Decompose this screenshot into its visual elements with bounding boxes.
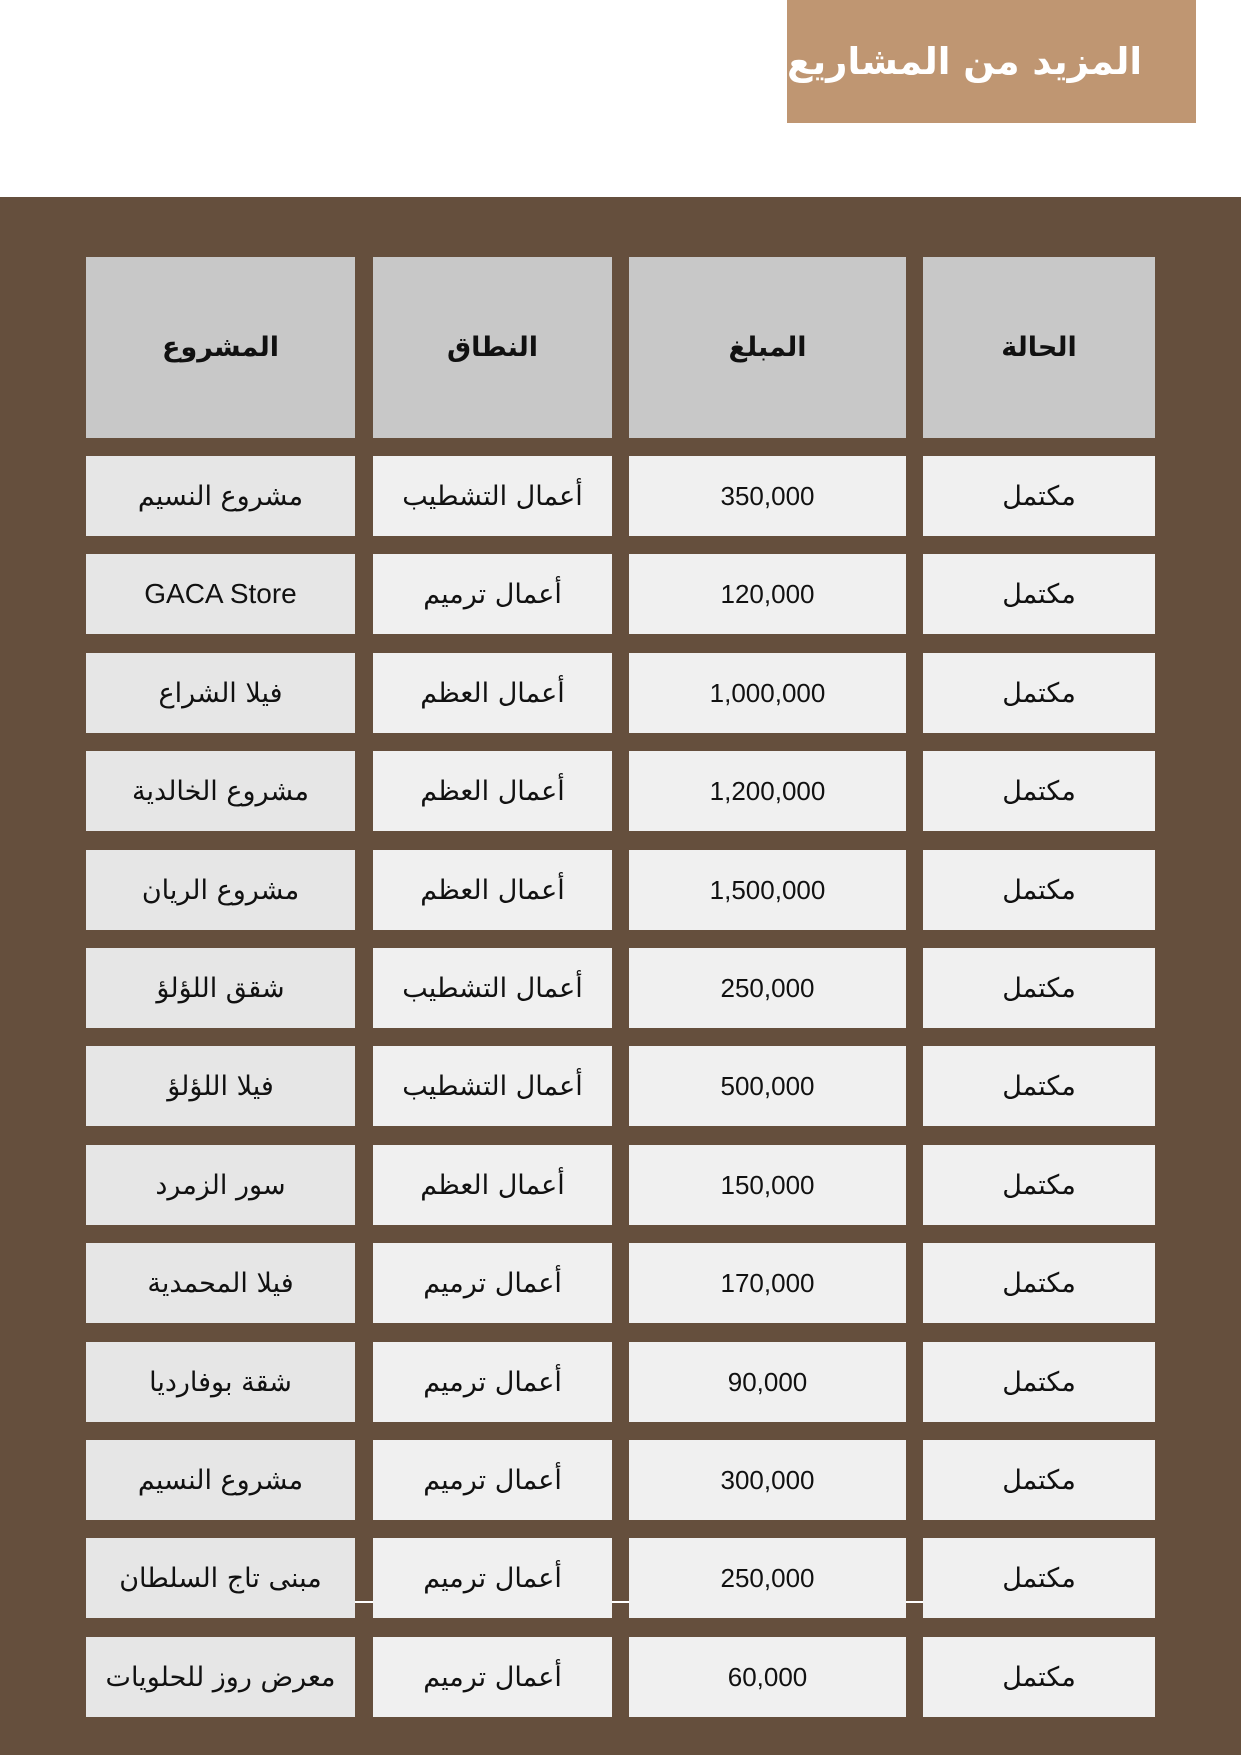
cell-scope: أعمال ترميم [373,1440,612,1520]
cell-project: شقة بوفارديا [86,1342,355,1422]
cell-scope: أعمال التشطيب [373,1046,612,1126]
cell-status: مكتمل [923,1046,1155,1126]
cell-scope: أعمال العظم [373,653,612,733]
cell-project: مبنى تاج السلطان [86,1538,355,1618]
cell-status: مكتمل [923,456,1155,536]
cell-status: مكتمل [923,751,1155,831]
cell-project: مشروع الريان [86,850,355,930]
cell-status: مكتمل [923,1243,1155,1323]
cell-scope: أعمال ترميم [373,1342,612,1422]
cell-amount: 1,500,000 [629,850,906,930]
cell-project: شقق اللؤلؤ [86,948,355,1028]
cell-status: مكتمل [923,948,1155,1028]
cell-scope: أعمال التشطيب [373,948,612,1028]
cell-status: مكتمل [923,1637,1155,1717]
cell-project: فيلا اللؤلؤ [86,1046,355,1126]
cell-project: مشروع النسيم [86,456,355,536]
cell-status: مكتمل [923,554,1155,634]
header-project: المشروع [86,257,355,438]
header-status: الحالة [923,257,1155,438]
cell-project: معرض روز للحلويات [86,1637,355,1717]
cell-amount: 120,000 [629,554,906,634]
cell-status: مكتمل [923,1440,1155,1520]
cell-scope: أعمال ترميم [373,1243,612,1323]
section-title-box [787,0,1196,123]
cell-project: GACA Store [86,554,355,634]
cell-scope: أعمال ترميم [373,1637,612,1717]
divider-line [906,1601,923,1603]
header-amount: المبلغ [629,257,906,438]
cell-scope: أعمال ترميم [373,1538,612,1618]
cell-scope: أعمال العظم [373,751,612,831]
cell-amount: 60,000 [629,1637,906,1717]
cell-status: مكتمل [923,653,1155,733]
cell-amount: 500,000 [629,1046,906,1126]
divider-line [612,1601,629,1603]
cell-project: سور الزمرد [86,1145,355,1225]
cell-amount: 1,000,000 [629,653,906,733]
cell-amount: 250,000 [629,948,906,1028]
cell-project: فيلا الشراع [86,653,355,733]
cell-amount: 250,000 [629,1538,906,1618]
cell-project: فيلا المحمدية [86,1243,355,1323]
cell-status: مكتمل [923,1538,1155,1618]
header-scope: النطاق [373,257,612,438]
cell-amount: 1,200,000 [629,751,906,831]
cell-scope: أعمال ترميم [373,554,612,634]
cell-scope: أعمال العظم [373,850,612,930]
cell-amount: 300,000 [629,1440,906,1520]
cell-status: مكتمل [923,1342,1155,1422]
cell-scope: أعمال العظم [373,1145,612,1225]
cell-status: مكتمل [923,850,1155,930]
section-title: المزيد من المشاريع [787,40,1143,83]
cell-amount: 90,000 [629,1342,906,1422]
cell-project: مشروع النسيم [86,1440,355,1520]
cell-amount: 350,000 [629,456,906,536]
cell-amount: 150,000 [629,1145,906,1225]
cell-amount: 170,000 [629,1243,906,1323]
divider-line [355,1601,373,1603]
cell-status: مكتمل [923,1145,1155,1225]
cell-project: مشروع الخالدية [86,751,355,831]
cell-scope: أعمال التشطيب [373,456,612,536]
